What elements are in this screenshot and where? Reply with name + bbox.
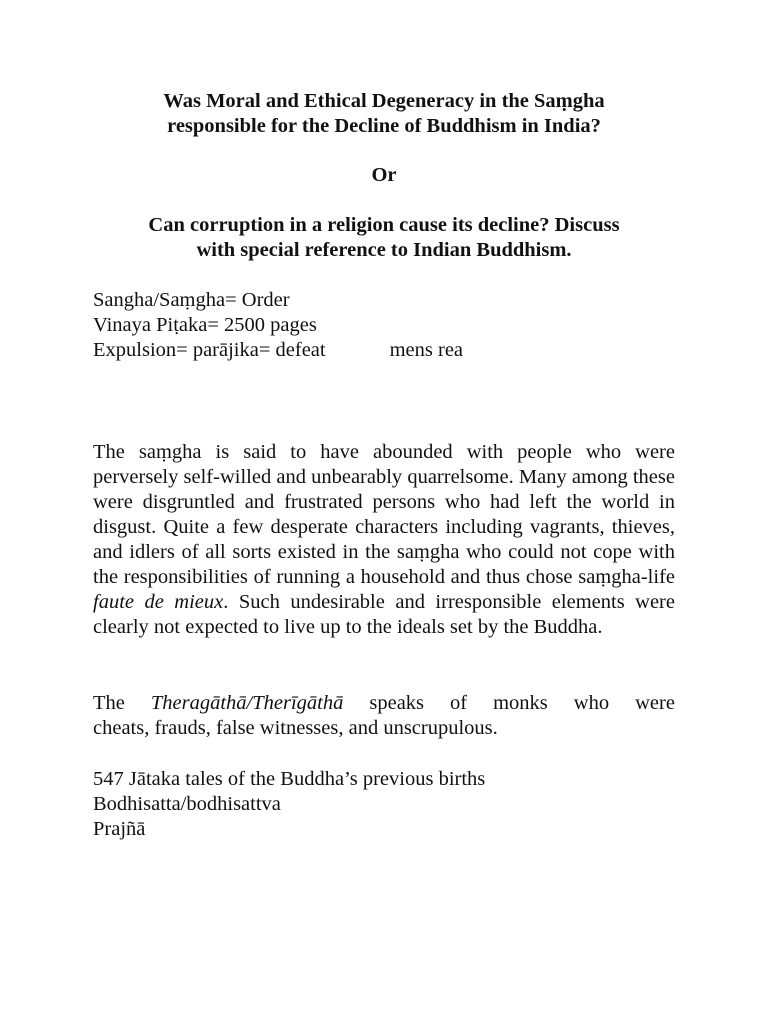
glossary-notes xyxy=(93,288,463,363)
question-line-1: Can corruption in a religion cause its decline? Discuss xyxy=(148,214,620,236)
terms-list xyxy=(93,767,485,842)
paragraph2-word-of: of xyxy=(450,692,468,714)
paragraph1-text-b: . Such undesirable and irresponsible elements were clearly not expected to live up to the ideals set by the Buddha. xyxy=(93,591,675,638)
paragraph2-word-were: were xyxy=(635,692,675,714)
note-expulsion-row xyxy=(93,338,463,363)
paragraph2-word-speaks: speaks xyxy=(369,692,425,714)
paragraph2-word-the: The xyxy=(93,692,125,714)
term-prajna: Prajñā xyxy=(93,818,146,840)
question-line-2: with special reference to Indian Buddhism. xyxy=(196,239,572,261)
title-line-2: responsible for the Decline of Buddhism in India? xyxy=(167,115,601,137)
paragraph-theragatha xyxy=(93,691,675,741)
note-mens-rea: mens rea xyxy=(389,339,464,361)
paragraph-saṃgha-description xyxy=(93,440,675,640)
term-bodhisatta: Bodhisatta/bodhisattva xyxy=(93,793,281,815)
note-vinaya: Vinaya Piṭaka= 2500 pages xyxy=(93,314,317,336)
paragraph1-italic-phrase: faute de mieux xyxy=(93,591,224,613)
paragraph2-word-who: who xyxy=(573,692,610,714)
note-expulsion: Expulsion= parājika= defeat xyxy=(93,339,326,361)
paragraph1-text-a: The saṃgha is said to have abounded with people who were perversely self-willed and unbearably quarrelsome. Many among these were disgruntled and frustrated persons who had left the world in disgust. Quite a few desperate characters including vagrants, thieves, and idlers of all sorts existed in the saṃgha who could not cope with the responsibilities of running a household and thus chose saṃgha-life xyxy=(93,441,675,588)
paragraph2-italic-title: Theragāthā/Therīgāthā xyxy=(150,692,344,714)
page-title xyxy=(92,89,676,139)
title-line-1: Was Moral and Ethical Degeneracy in the Saṃgha xyxy=(163,90,605,112)
question-heading xyxy=(92,213,676,263)
paragraph2-line-2: cheats, frauds, false witnesses, and unscrupulous. xyxy=(93,717,498,739)
paragraph2-word-monks: monks xyxy=(493,692,548,714)
term-jataka: 547 Jātaka tales of the Buddha’s previous births xyxy=(93,768,486,790)
or-separator: Or xyxy=(371,164,397,186)
paragraph2-line-1 xyxy=(93,691,675,716)
note-sangha: Sangha/Saṃgha= Order xyxy=(93,289,290,311)
